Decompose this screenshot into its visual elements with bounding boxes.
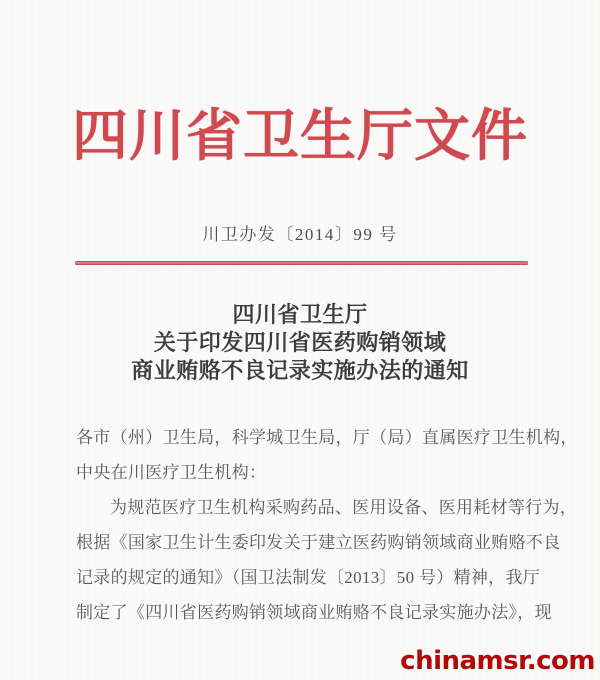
watermark-chinamsr: chinamsr.com [400,646,595,676]
body-line-salutation-1: 各市（州）卫生局，科学城卫生局，厅（局）直属医疗卫生机构， [76,428,578,447]
notice-title [0,301,600,385]
masthead-title: 四川省卫生厅文件 [72,106,528,168]
body-line-salutation-2: 中央在川医疗卫生机构： [76,463,267,482]
notice-title-line-1: 四川省卫生厅 [232,302,368,327]
document-number: 川卫办发〔2014〕99 号 [202,225,398,244]
red-divider-line [75,261,528,265]
notice-title-line-2: 关于印发四川省医药购销领域 [153,330,447,355]
notice-title-line-3: 商业贿赂不良记录实施办法的通知 [131,358,469,383]
body-line-paragraph-2: 根据《国家卫生计生委印发关于建立医药购销领域商业贿赂不良 [76,533,561,552]
body-line-paragraph-3: 记录的规定的通知》（国卫法制发〔2013〕50 号）精神，我厅 [76,568,541,587]
body-text [76,420,578,630]
body-line-paragraph-1: 为规范医疗卫生机构采购药品、医用设备、医用耗材等行为， [110,498,578,517]
body-line-paragraph-4: 制定了《四川省医药购销领域商业贿赂不良记录实施办法》，现 [76,603,552,622]
